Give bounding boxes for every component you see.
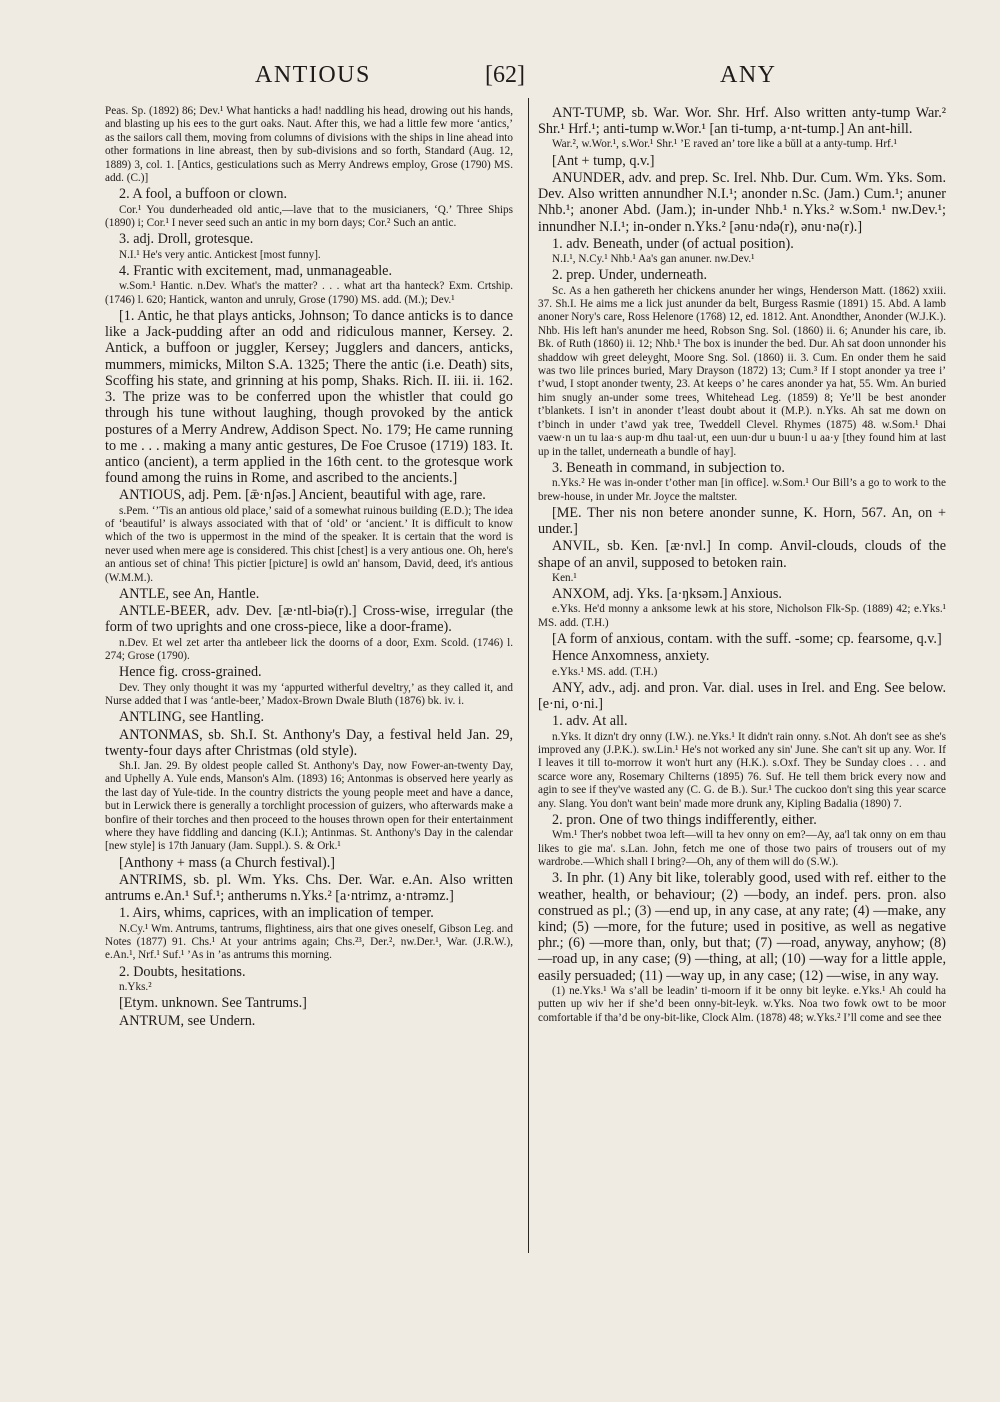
running-head — [0, 62, 1000, 96]
entry-paragraph: ANTLE-BEER, adv. Dev. [æ·ntl-biə(r).] Cross-wise, irregular (the form of two uprights and one cross-piece, like a door-frame). — [105, 603, 513, 636]
left-column — [105, 104, 513, 1029]
citation-paragraph: n.Dev. Et wel zet arter tha antlebeer lick the doorns of a door, Exm. Scold. (1746) l. 274; Grose (1790). — [105, 636, 513, 662]
entry-paragraph: 4. Frantic with excitement, mad, unmanageable. — [119, 263, 393, 280]
entry-paragraph: ANTIOUS, adj. Pem. [ǣ·nʃəs.] Ancient, beautiful with age, rare. — [119, 487, 486, 504]
entry-paragraph: 3. adj. Droll, grotesque. — [119, 231, 254, 248]
entry-paragraph: 1. adv. At all. — [552, 713, 628, 730]
citation-paragraph: Dev. They only thought it was my ‘appurted witherful develtry,’ as they called it, and Nurse added that I was ‘antle-beer,’ Madox-Brown Dwale Bluth (1876) bk. iv. i. — [105, 681, 513, 707]
entry-paragraph: 3. Beneath in command, in subjection to. — [552, 459, 785, 476]
citation-paragraph: e.Yks. He'd monny a anksome lewk at his store, Nicholson Flk-Sp. (1889) 42; e.Yks.¹ MS. add. (T.H.) — [538, 603, 946, 629]
entry-paragraph: ANTONMAS, sb. Sh.I. St. Anthony's Day, a festival held Jan. 29, twenty-four days after Christmas (old style). — [105, 726, 513, 759]
citation-paragraph: N.I.¹ He's very antic. Antickest [most funny]. — [119, 248, 321, 261]
entry-paragraph: [Etym. unknown. See Tantrums.] — [119, 995, 307, 1012]
entry-paragraph: 1. adv. Beneath, under (of actual position). — [552, 235, 794, 252]
entry-paragraph: ANTLE, see An, Hantle. — [119, 585, 260, 602]
citation-paragraph: War.², w.Wor.¹, s.Wor.¹ Shr.¹ ’E raved an’ tore like a bŭll at a anty-tump. Hrf.¹ — [552, 138, 897, 151]
running-head-first-word: ANTIOUS — [255, 62, 371, 88]
citation-paragraph: (1) ne.Yks.¹ Wa s’all be leadin’ ti-moorn if it be onny bit leyke. e.Yks.¹ Ah could ha putten up wiv her if she’d been onny-bit-leyk. w.Yks. Noa two fowk owt to be moor comfortable if tha’d be ony-bit-like, Clock Alm. (1878) 48; w.Yks.² I’ll come and see thee — [538, 984, 946, 1024]
entry-paragraph: ANXOM, adj. Yks. [a·ŋksəm.] Anxious. — [552, 586, 782, 603]
entry-paragraph: [Ant + tump, q.v.] — [552, 152, 655, 169]
entry-paragraph: ANTRIMS, sb. pl. Wm. Yks. Chs. Der. War. e.An. Also written antrums e.An.¹ Suf.¹; antherums n.Yks.² [a·ntrimz, a·ntrəmz.] — [105, 872, 513, 905]
entry-paragraph: 1. Airs, whims, caprices, with an implication of temper. — [119, 905, 434, 922]
entry-paragraph: 2. Doubts, hesitations. — [119, 963, 246, 980]
entry-paragraph: 3. In phr. (1) Any bit like, tolerably good, used with ref. either to the weather, health, or behaviour; (2) —body, an indef. pers. pron. also construed as pl.; (3) —end up, in any case, at any rate; (4) —make, any kind; (5) —more, for the future; used in positive, as well as negative phr.; (6) —more than, only, but that; (7) —road, anyway, anyhow; (8) —road up, in any case; (9) —thing, at all; (10) —way for a little apple, easily persuaded; (11) —way up, in any case; (12) —wise, in any way. — [538, 870, 946, 984]
citation-paragraph: Wm.¹ Ther's nobbet twoa left—will ta hev onny on em?—Ay, aa'l tak onny on em thau likes to gie ma'. s.Lan. John, fetch me one of those two pairs of trousers out of my wardrobe.—Which shall I bring?—Oh, any of them will do (S.W.). — [538, 829, 946, 869]
entry-paragraph: [Anthony + mass (a Church festival).] — [119, 854, 336, 871]
citation-paragraph: w.Som.¹ Hantic. n.Dev. What's the matter? . . . what art tha hanteck? Exm. Crtship. (1746) l. 620; Hantick, wanton and unruly, Grose (1790) MS. add. (M.); Dev.¹ — [105, 280, 513, 306]
citation-paragraph: Cor.¹ You dunderheaded old antic,—lave that to the musicianers, ‘Q.’ Three Ships (1890) i; Cor.¹ I never seed such an antic in my born days; Cor.² Such an antic. — [105, 203, 513, 230]
citation-paragraph: n.Yks.² — [119, 981, 152, 994]
right-column — [538, 104, 946, 1025]
citation-paragraph: Sh.I. Jan. 29. By oldest people called St. Anthony's Day, now Fower-an-twenty Day, and Uphelly A. Yule ends, Manson's Alm. (1893) 16; Antonmas is observed here yearly as the last day of Yule-tide. In the country districts the young people meet and have a dance, but in Lerwick there is generally a torchlight procession of guizers, who afterwards make a bonfire of their torches and then proceed to the houses thrown open for their entertainment where they have fiddling and dancing (K.I.); Antinmas. St. Anthony's Day in the calendar [new style] is 17th January (Jam. Suppl.). S. & Ork.¹ — [105, 760, 513, 853]
entry-paragraph: ANY, adv., adj. and pron. Var. dial. uses in Irel. and Eng. See below. [e·ni, o·ni.] — [538, 679, 946, 713]
entry-paragraph: ANT-TUMP, sb. War. Wor. Shr. Hrf. Also written anty-tump War.² Shr.¹ Hrf.¹; anti-tump w.Wor.¹ [an ti-tump, a·nt-tump.] An ant-hill. — [538, 105, 946, 138]
citation-paragraph: n.Yks. It dizn't dry onny (I.W.). ne.Yks.¹ It didn't rain onny. s.Not. Ah don't see as she's improved any (J.P.K.). sw.Lin.¹ He's not worked any sin' June. She can't sit up any. Wor. If I leaves it till to-morrow it won't hurt any (H.K.). s.Oxf. They be Sunday cloes . . . and scarce wore any, Rosemary Chilterns (1895) 76. Suf. He tell them brick every now and agin to see if they've wasted any (C. G. de B.). Sur.¹ The cuckoo don't sing this year scarce any. Slang. You don't want bein' made more drunk any, Kipling Badalia (1890) 7. — [538, 730, 946, 810]
column-divider — [528, 98, 529, 1253]
entry-paragraph: Hence Anxomness, anxiety. — [552, 648, 710, 665]
citation-paragraph: N.I.¹, N.Cy.¹ Nhb.¹ Aa's gan anuner. nw.Dev.¹ — [552, 253, 755, 266]
entry-paragraph: 2. prep. Under, underneath. — [552, 267, 708, 284]
entry-paragraph: [ME. Ther nis non betere anonder sunne, K. Horn, 567. An, on + under.] — [538, 504, 946, 538]
entry-paragraph: 2. pron. One of two things indifferently, either. — [552, 812, 817, 829]
running-head-last-word: ANY — [720, 62, 777, 88]
entry-paragraph: ANTRUM, see Undern. — [119, 1012, 256, 1029]
entry-paragraph: [1. Antic, he that plays anticks, Johnson; To dance anticks is to dance like a Jack-pudding after an odd and ridiculous manner, Kersey. 2. Antick, a buffoon or juggler, Kersey; Jugglers and dancers, anticks, mummers, mimicks, Milton S.A. 1325; There the antic (i.e. Death) sits, Scoffing his state, and grinning at his pomp, Shaks. Rich. II. iii. ii. 162. 3. The prize was to be conferred upon the whistler that could go through his tune without laughing, though provoked by the antick postures of a Merry Andrew, Addison Spect. No. 179; He came running to me . . . making a many antic gestures, De Foe Crusoe (1719) 183. It. antico (ancient), a term applied in the 16th cent. to the grotesque work found among the ruins in Rome, and ascribed to the ancients.] — [105, 308, 513, 487]
citation-paragraph: N.Cy.¹ Wm. Antrums, tantrums, flightiness, airs that one gives oneself, Gibson Leg. and Notes (1877) 91. Chs.¹ At your antrims again; Chs.²³, Der.², nw.Der.¹, War. (J.R.W.), e.An.¹, Nrf.¹ Suf.¹ ’As in ’as antrums this morning. — [105, 922, 513, 962]
entry-paragraph: [A form of anxious, contam. with the suff. -some; cp. fearsome, q.v.] — [552, 631, 942, 648]
citation-paragraph: Ken.¹ — [552, 571, 577, 584]
entry-paragraph: ANTLING, see Hantling. — [119, 709, 264, 726]
citation-paragraph: Peas. Sp. (1892) 86; Dev.¹ What hanticks a had! naddling his head, drowing out his hands, and blasting up his ees to the gurt oaks. Naut. After this, we had a little few more ‘antics,’ as the sailors call them, moving from columns of divisions with the ships in line ahead into other formations in line abreast, then by sub-divisions and so forth, Standard (Aug. 12, 1889) 3, col. 1. [Antics, gesticulations such as Merry Andrews employ, Grose (1790) MS. add. (C.)] — [105, 105, 513, 185]
entry-paragraph: 2. A fool, a buffoon or clown. — [119, 186, 287, 203]
citation-paragraph: n.Yks.² He was in-onder t’other man [in office]. w.Som.¹ Our Bill’s a go to work to the brew-house, in under Mr. Joyce the maltster. — [538, 477, 946, 503]
citation-paragraph: Sc. As a hen gathereth her chickens anunder her wings, Henderson Matt. (1862) xxiii. 37. Sh.I. He aims me a lick just anunder da belt, Burgess Rasmie (1891) 15. Abd. A lamb anoner Nory's care, Ross Helenore (1768) 12, ed. 1812. Ant. Anondther, Anonder (W.J.K.). Nhb. His left han's anunder me heed, Robson Sng. Sol. (1860) ii. 6; Anunder his care, ib. Bk. of Ruth (1860) ii. 12; Nhb.¹ The box is inunder the bed. Dur. Ah sat doon unnonder his shaddow wih greet deleyght, Moore Sng. Sol. (1860) ii. 3. Cum. En onder them he said was two lile princes buried, Mary Drayson (1872) 13; Cum.³ If I stopt anonder ya tree i’ t’wud, I stopt anonder twenty, 23. At keeps o’ he cares anonder ya hat, 55. Wm. An buried him snugly an-under some trees, Whitehead Leg. (1859) 8; Ye’ll be best anonder t’blankets. I isn’t in anonder t’least doubt about it (M.P.). n.Yks. Ah sat me down on t’binch in under t’awd yak tree, Tweddell Clevel. Rhymes (1875) 48. w.Som.¹ Dhai vaew·n un tu laa·s aup·m dhu taal·ut, een uun·dur u buun·l u aa·y [they found him at last up in the tallet, underneath a bundle of hay]. — [538, 284, 946, 458]
entry-paragraph: ANVIL, sb. Ken. [æ·nvl.] In comp. Anvil-clouds, clouds of the shape of an anvil, supposed to betoken rain. — [538, 538, 946, 571]
citation-paragraph: e.Yks.¹ MS. add. (T.H.) — [552, 665, 658, 678]
entry-paragraph: ANUNDER, adv. and prep. Sc. Irel. Nhb. Dur. Cum. Wm. Yks. Som. Dev. Also written annundher N.I.¹; anonder n.Sc. (Jam.) Cum.¹; anuner Nhb.¹; anoner Abd. (Jam.); in-under Nhb.¹ n.Yks.² w.Som.¹ nw.Dev.¹; innundher N.I.¹; in-onder n.Yks.² [ənu·ndə(r), ənu·nə(r).] — [538, 170, 946, 235]
entry-paragraph: Hence fig. cross-grained. — [119, 664, 262, 681]
citation-paragraph: s.Pem. ‘’Tis an antious old place,’ said of a somewhat ruinous building (E.D.); The idea of ‘beautiful’ is always associated with that of ‘old’ or ‘ancient.’ It is difficult to know which of the two is uppermost in the mind of the speaker. It is certain that the word is never used when mere age is considered. This chist [chest] is a very antious one. Oh, here's an antious set of china! This pictier [picture] is owld an' hansom, David, deed, it's antious (W.M.M.). — [105, 504, 513, 584]
page-number: [62] — [485, 62, 525, 88]
